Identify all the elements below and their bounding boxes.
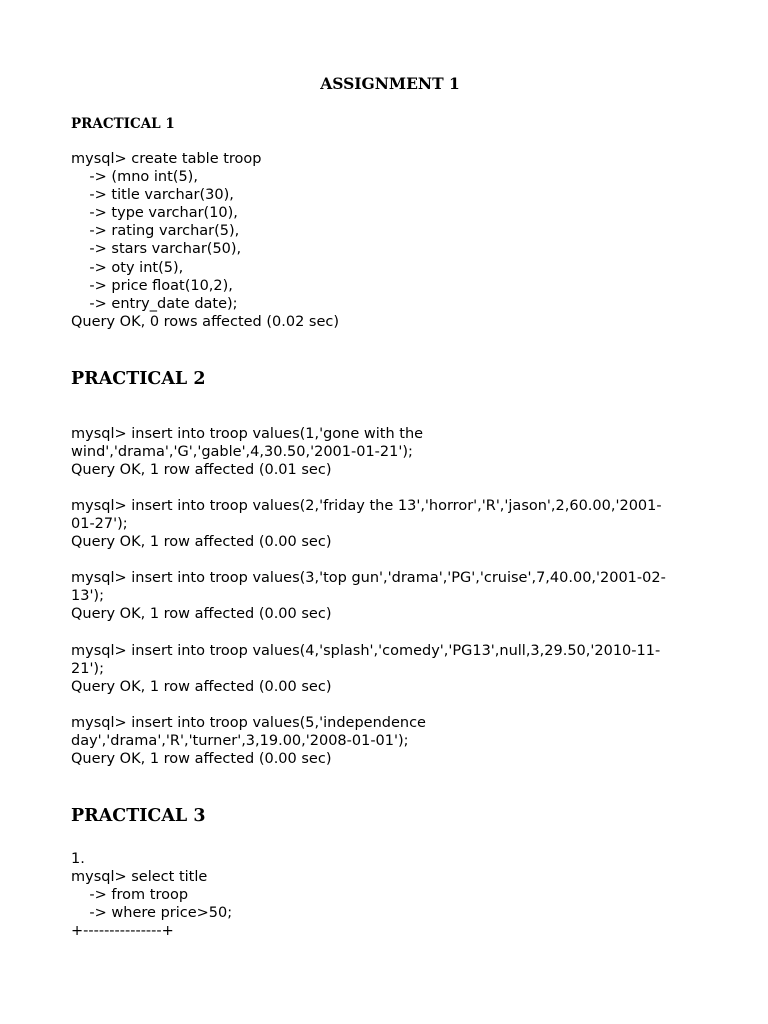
- code-line: mysql> insert into troop values(3,'top gun','drama','PG','cruise',7,40.00,'2001-02-: [71, 570, 666, 586]
- code-line: mysql> create table troop: [71, 151, 262, 167]
- code-line: mysql> insert into troop values(1,'gone with the: [71, 426, 424, 442]
- code-line: day','drama','R','turner',3,19.00,'2008-01-01');: [71, 733, 409, 750]
- code-line: -> title varchar(30),: [71, 187, 234, 204]
- code-line: -> type varchar(10),: [71, 205, 238, 222]
- query-result: Query OK, 1 row affected (0.00 sec): [71, 751, 332, 768]
- code-line: 01-27');: [71, 516, 128, 533]
- document-title: ASSIGNMENT 1: [320, 74, 460, 93]
- practical-2-heading: PRACTICAL 2: [71, 369, 206, 389]
- code-line: mysql> insert into troop values(5,'independence: [71, 715, 426, 731]
- code-line: -> stars varchar(50),: [71, 241, 242, 258]
- code-line: 13');: [71, 588, 104, 605]
- practical-3-code: [71, 850, 701, 940]
- code-line: -> price float(10,2),: [71, 277, 233, 294]
- practical-3-heading: PRACTICAL 3: [71, 806, 206, 826]
- query-result: Query OK, 1 row affected (0.00 sec): [71, 679, 332, 696]
- practical-1-heading: PRACTICAL 1: [71, 116, 175, 132]
- code-line: -> from troop: [71, 887, 189, 904]
- code-line: mysql> select title: [71, 869, 208, 886]
- code-line: 21');: [71, 661, 104, 678]
- insert-statement-3: [71, 569, 701, 623]
- query-result: Query OK, 1 row affected (0.00 sec): [71, 606, 332, 623]
- query-result: Query OK, 1 row affected (0.00 sec): [71, 534, 332, 551]
- practical-1-code: [71, 150, 701, 331]
- insert-statement-4: [71, 642, 701, 696]
- code-line: -> oty int(5),: [71, 259, 184, 276]
- table-border: +---------------+: [71, 923, 174, 940]
- code-line: -> (mno int(5),: [71, 169, 198, 186]
- question-number: 1.: [71, 851, 85, 867]
- code-line: wind','drama','G','gable',4,30.50,'2001-01-21');: [71, 444, 413, 461]
- query-result: Query OK, 0 rows affected (0.02 sec): [71, 313, 340, 330]
- insert-statement-2: [71, 497, 701, 551]
- query-result: Query OK, 1 row affected (0.01 sec): [71, 462, 332, 479]
- code-line: -> entry_date date);: [71, 295, 238, 312]
- insert-statement-1: [71, 425, 701, 479]
- code-line: mysql> insert into troop values(2,'friday the 13','horror','R','jason',2,60.00,'2001-: [71, 498, 662, 514]
- code-line: -> rating varchar(5),: [71, 223, 240, 240]
- insert-statement-5: [71, 714, 701, 768]
- code-line: -> where price>50;: [71, 905, 233, 922]
- code-line: mysql> insert into troop values(4,'splash','comedy','PG13',null,3,29.50,'2010-11-: [71, 643, 661, 659]
